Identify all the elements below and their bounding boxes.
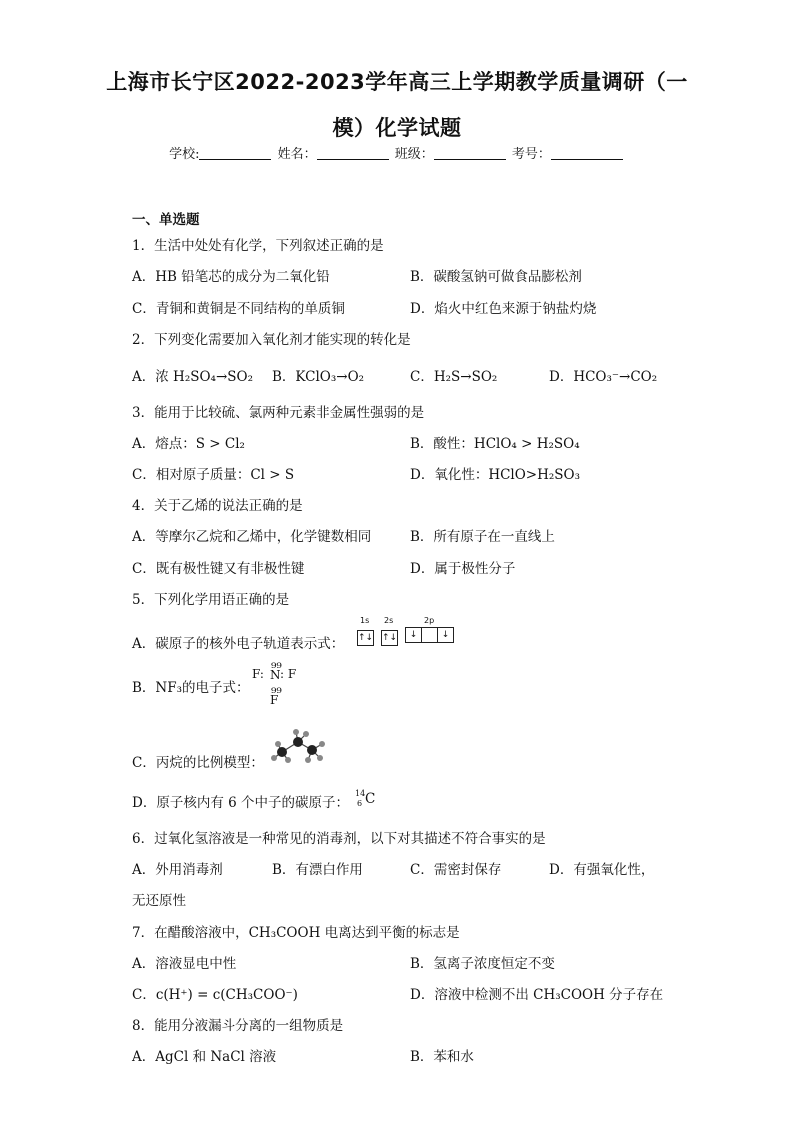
question-3-stem: 3．能用于比较硫、氯两种元素非金属性强弱的是 [132, 405, 425, 421]
orbital-label-2p: 2p [424, 616, 435, 625]
question-1-option-c[interactable]: C．青铜和黄铜是不同结构的单质铜 [132, 301, 345, 317]
question-2-option-c[interactable]: C．H₂S→SO₂ [410, 369, 498, 385]
question-3-option-c[interactable]: C．相对原子质量：Cl > S [132, 467, 295, 483]
isotope-atomic-number: 6 [357, 799, 363, 808]
orbital-1s-box-group [357, 627, 374, 646]
propane-model-image [268, 726, 330, 766]
question-8-option-a[interactable]: A．AgCl 和 NaCl 溶液 [132, 1049, 277, 1065]
orbital-label-1s: 1s [360, 616, 370, 625]
orbital-box: ↑↓ [357, 630, 374, 646]
name-label: 姓名： [277, 147, 317, 162]
question-5-option-a[interactable]: A．碳原子的核外电子轨道表示式： [132, 636, 345, 652]
question-2-option-d[interactable]: D．HCO₃⁻→CO₂ [549, 369, 658, 385]
question-6-option-c[interactable]: C．需密封保存 [410, 862, 502, 878]
question-5-option-d[interactable]: D．原子核内有 6 个中子的碳原子： [132, 795, 349, 811]
orbital-box [422, 627, 438, 643]
exam-title-line1: 上海市长宁区2022-2023学年高三上学期教学质量调研（一 [106, 70, 688, 94]
orbital-box: ↓ [438, 627, 454, 643]
question-7-option-d[interactable]: D．溶液中检测不出 CH₃COOH 分子存在 [410, 987, 664, 1003]
question-7-option-b[interactable]: B．氢离子浓度恒定不变 [410, 956, 555, 972]
orbital-box: ↑↓ [381, 630, 398, 646]
question-1-option-a[interactable]: A．HB 铅笔芯的成分为二氧化铅 [132, 269, 330, 285]
question-3-option-b[interactable]: B．酸性：HClO₄ > H₂SO₄ [410, 436, 580, 452]
exam-number-blank[interactable] [551, 146, 623, 160]
question-4-option-b[interactable]: B．所有原子在一直线上 [410, 529, 555, 545]
question-6-option-a[interactable]: A．外用消毒剂 [132, 862, 223, 878]
question-7-option-c[interactable]: C．c(H⁺) = c(CH₃COO⁻) [132, 987, 298, 1003]
question-3-option-a[interactable]: A．熔点：S > Cl₂ [132, 436, 245, 452]
exam-title-line2: 模）化学试题 [332, 116, 462, 140]
nf3-bottom-fluorine: F [270, 693, 279, 707]
question-5-stem: 5．下列化学用语正确的是 [132, 592, 290, 608]
question-4-option-c[interactable]: C．既有极性键又有非极性键 [132, 561, 305, 577]
question-2-option-a[interactable]: A．浓 H₂SO₄→SO₂ [132, 369, 253, 385]
question-6-option-d-continued: 无还原性 [132, 893, 186, 909]
nf3-nitrogen: N [270, 668, 281, 682]
nf3-top-dots: ₉₉ [271, 656, 282, 672]
question-8-stem: 8．能用分液漏斗分离的一组物质是 [132, 1018, 344, 1034]
question-5-option-b[interactable]: B．NF₃的电子式： [132, 680, 250, 696]
question-1-option-b[interactable]: B．碳酸氢钠可做食品膨松剂 [410, 269, 582, 285]
question-2-stem: 2．下列变化需要加入氧化剂才能实现的转化是 [132, 332, 411, 348]
orbital-box: ↓ [405, 627, 422, 643]
section-heading: 一、单选题 [132, 212, 200, 228]
exam-number-label: 考号： [511, 147, 551, 162]
question-5-option-c[interactable]: C．丙烷的比例模型： [132, 755, 264, 771]
question-7-option-a[interactable]: A．溶液显电中性 [132, 956, 237, 972]
orbital-2p-box-group [405, 627, 454, 643]
question-7-stem: 7．在醋酸溶液中，CH₃COOH 电离达到平衡的标志是 [132, 925, 460, 941]
name-blank[interactable] [317, 146, 389, 160]
question-6-option-b[interactable]: B．有漂白作用 [272, 862, 363, 878]
class-label: 班级： [394, 147, 434, 162]
isotope-symbol: C [365, 791, 376, 807]
question-8-option-b[interactable]: B．苯和水 [410, 1049, 474, 1065]
question-4-option-a[interactable]: A．等摩尔乙烷和乙烯中，化学键数相同 [132, 529, 372, 545]
nf3-right-fluorine: : F [280, 667, 297, 681]
isotope-mass-number: 14 [355, 789, 366, 798]
question-3-option-d[interactable]: D．氧化性：HClO>H₂SO₃ [410, 467, 581, 483]
school-label: 学校: [169, 147, 200, 162]
question-6-option-d[interactable]: D．有强氧化性， [549, 862, 655, 878]
question-1-stem: 1．生活中处处有化学，下列叙述正确的是 [132, 238, 384, 254]
school-blank[interactable] [199, 146, 271, 160]
question-4-stem: 4．关于乙烯的说法正确的是 [132, 498, 303, 514]
nf3-left-fluorine: F: [252, 667, 264, 681]
orbital-label-2s: 2s [384, 616, 394, 625]
orbital-2s-box-group [381, 627, 398, 646]
student-info-row [0, 143, 794, 162]
question-2-option-b[interactable]: B．KClO₃→O₂ [272, 369, 365, 385]
question-4-option-d[interactable]: D．属于极性分子 [410, 561, 516, 577]
nf3-bottom-dots: ₉₉ [271, 681, 282, 697]
question-1-option-d[interactable]: D．焰火中红色来源于钠盐灼烧 [410, 301, 597, 317]
question-6-stem: 6．过氧化氢溶液是一种常见的消毒剂，以下对其描述不符合事实的是 [132, 831, 546, 847]
class-blank[interactable] [434, 146, 506, 160]
